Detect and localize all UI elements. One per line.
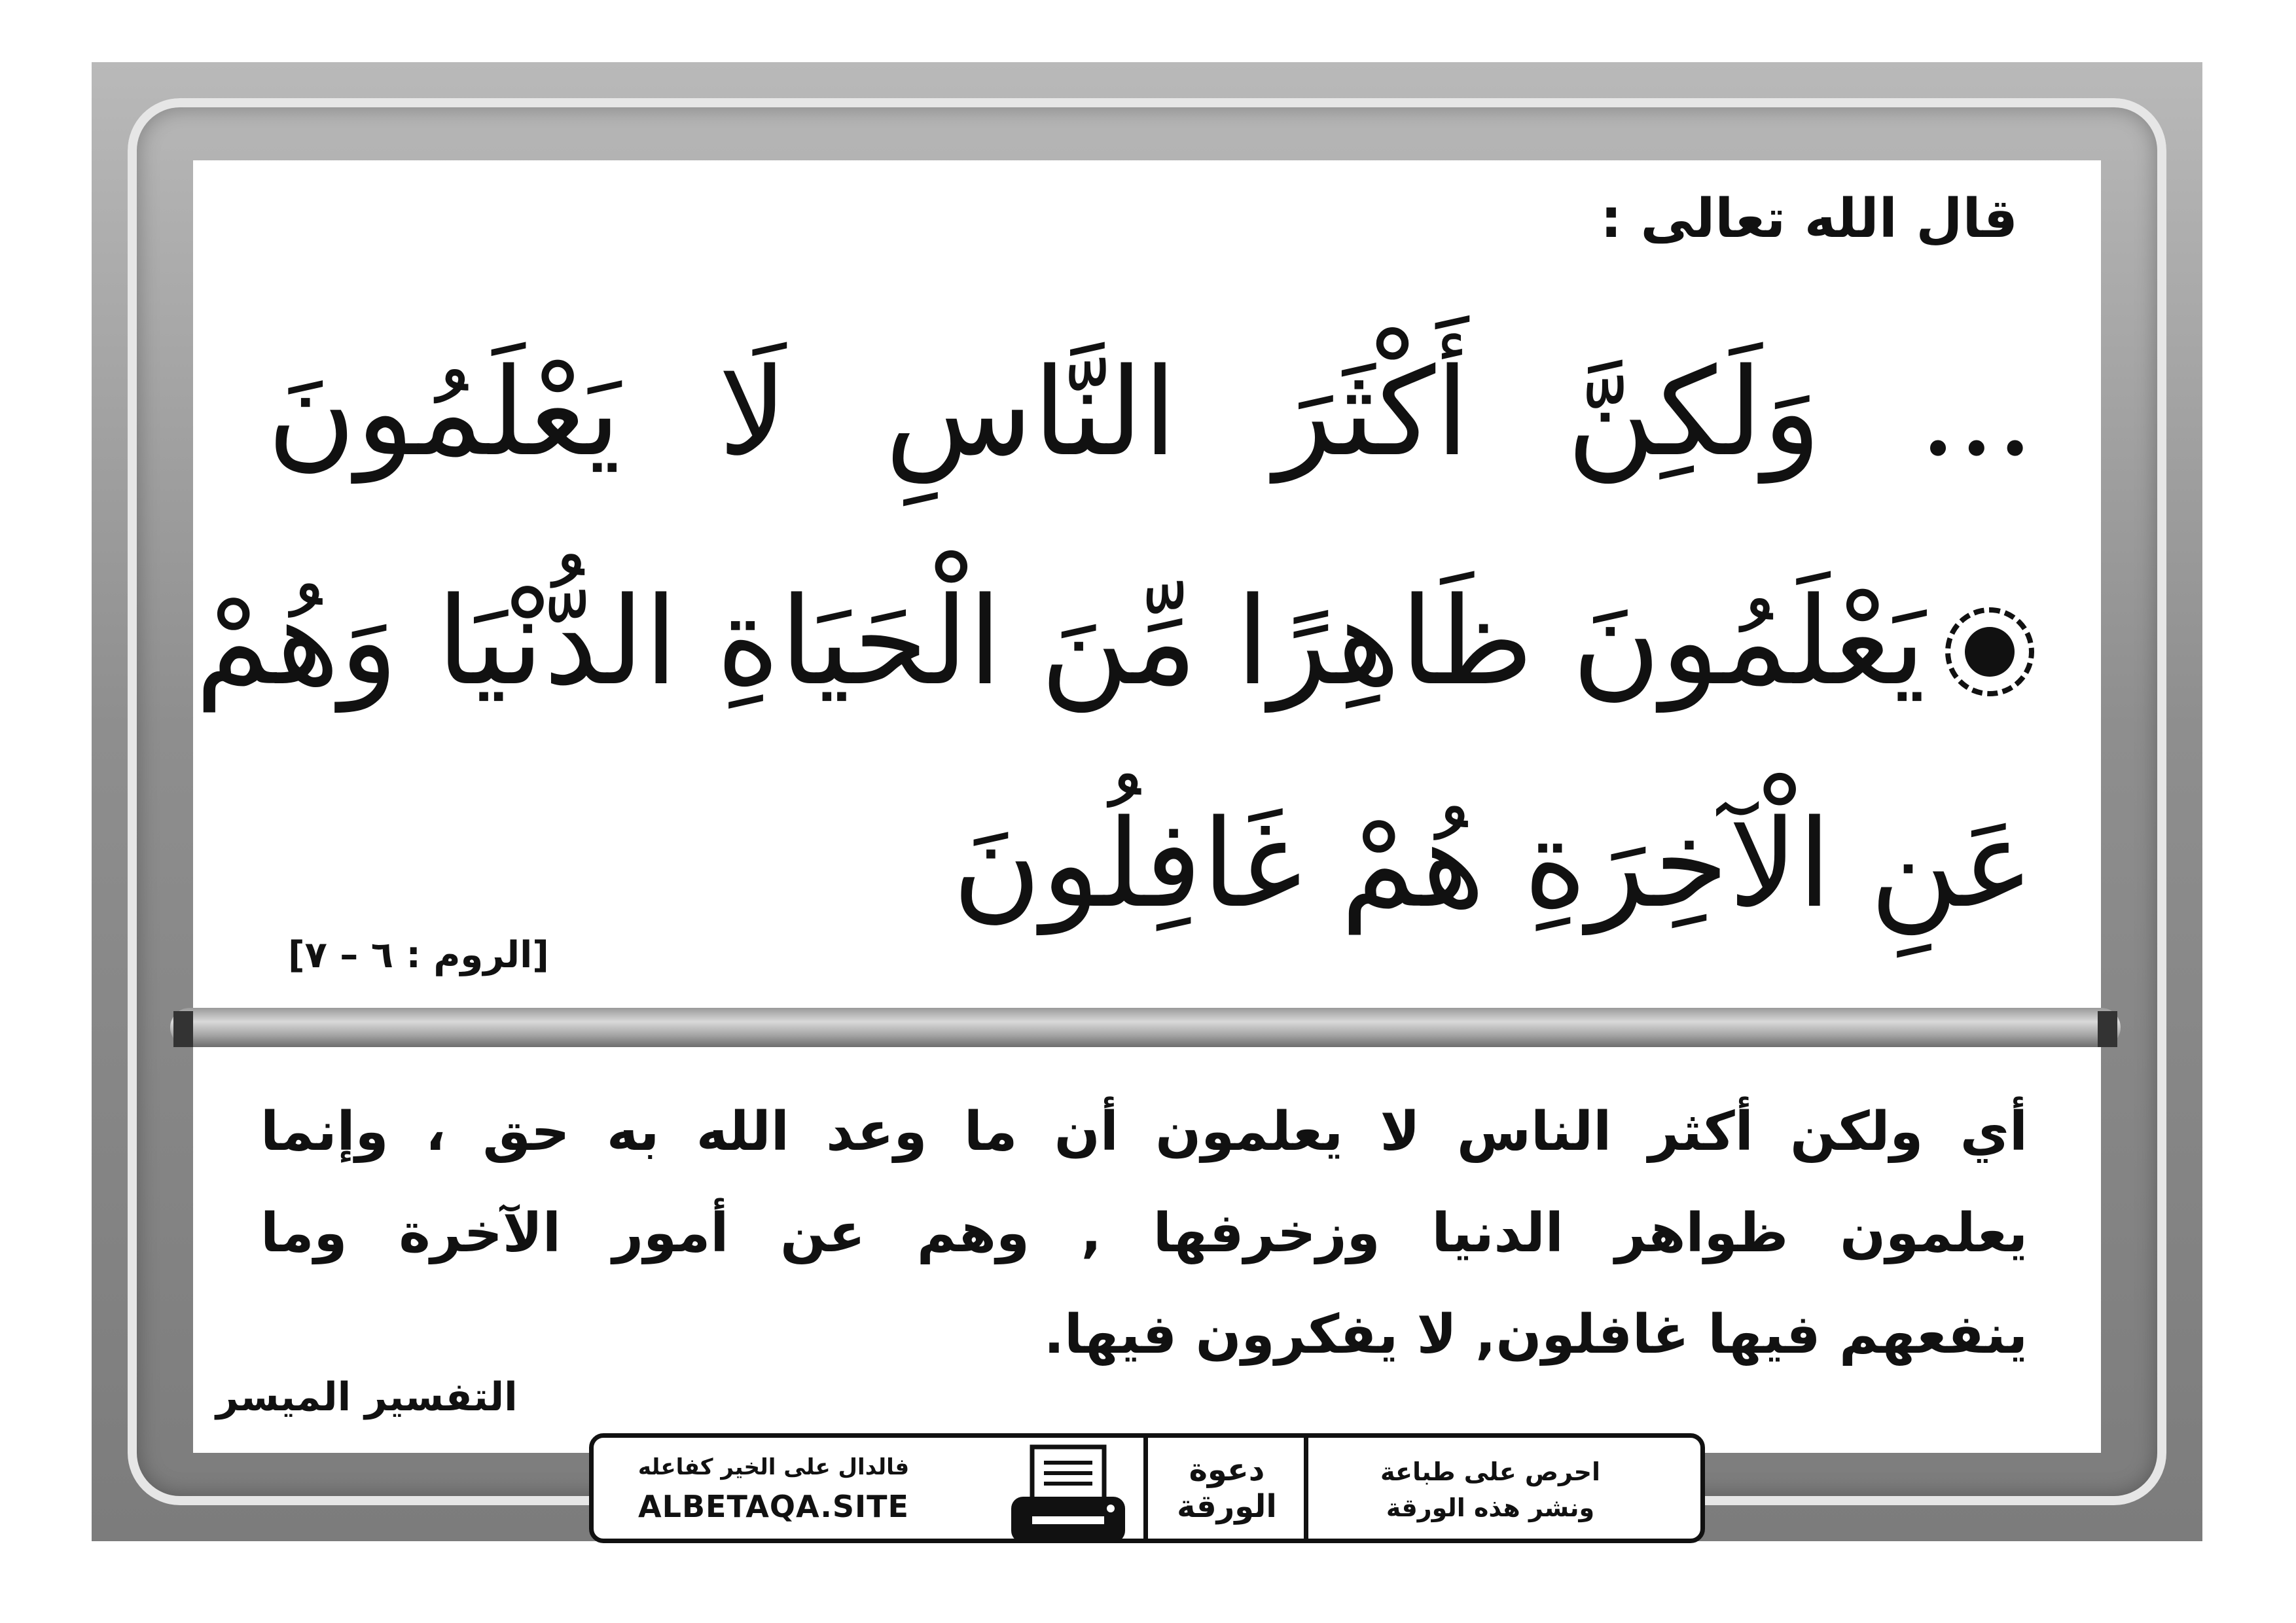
footer-note-line-1: احرص على طباعة <box>1380 1457 1601 1486</box>
footer-slogan: فالدال على الخير كفاعله <box>637 1454 910 1480</box>
divider-bar <box>170 1008 2121 1047</box>
verse-line-1: ... وَلَكِنَّ أَكْثَرَ النَّاسِ لَا يَعْلَمُونَ <box>267 342 2034 483</box>
footer-note-line-2: ونشر هذه الورقة <box>1386 1493 1595 1522</box>
divider-cap-left <box>173 1011 193 1047</box>
verse-line-2 <box>195 556 2034 726</box>
site-link[interactable]: ALBETAQA.SITE <box>638 1489 909 1524</box>
printer-icon <box>1006 1444 1130 1549</box>
dawah-logo <box>1173 1438 1281 1539</box>
tafsir-source: التفسير الميسر <box>216 1374 518 1420</box>
divider-cap-right <box>2098 1011 2117 1047</box>
tafsir-line-2: يعلمون ظواهر الدنيا وزخرفها , وهم عن أمور الآخرة وما <box>260 1202 2028 1264</box>
intro-heading: قال الله تعالى : <box>1600 188 2018 250</box>
ayah-end-icon <box>1945 607 2034 696</box>
verse-line-3: عَنِ الْآخِرَةِ هُمْ غَافِلُونَ <box>952 793 2034 935</box>
logo-line-1: دعوة <box>1189 1452 1265 1488</box>
verse-line-2-text: يَعْلَمُونَ ظَاهِرًا مِّنَ الْحَيَاةِ الدُّنْيَا وَهُمْ <box>195 571 1926 712</box>
tafsir-line-3: ينفعهم فيها غافلون, لا يفكرون فيها. <box>1043 1304 2028 1366</box>
footer-slogan-block <box>633 1451 914 1529</box>
footer-divider-2 <box>1304 1438 1308 1539</box>
footer-divider-1 <box>1143 1438 1148 1539</box>
tafsir-line-1: أي ولكن أكثر الناس لا يعلمون أن ما وعد الله به حق ، وإنما <box>260 1101 2028 1163</box>
footer-note <box>1320 1454 1660 1526</box>
footer-bar <box>589 1433 1705 1543</box>
verse-reference: [الروم : ٦ – ٧] <box>288 934 549 976</box>
logo-line-2: الورقة <box>1177 1488 1277 1525</box>
